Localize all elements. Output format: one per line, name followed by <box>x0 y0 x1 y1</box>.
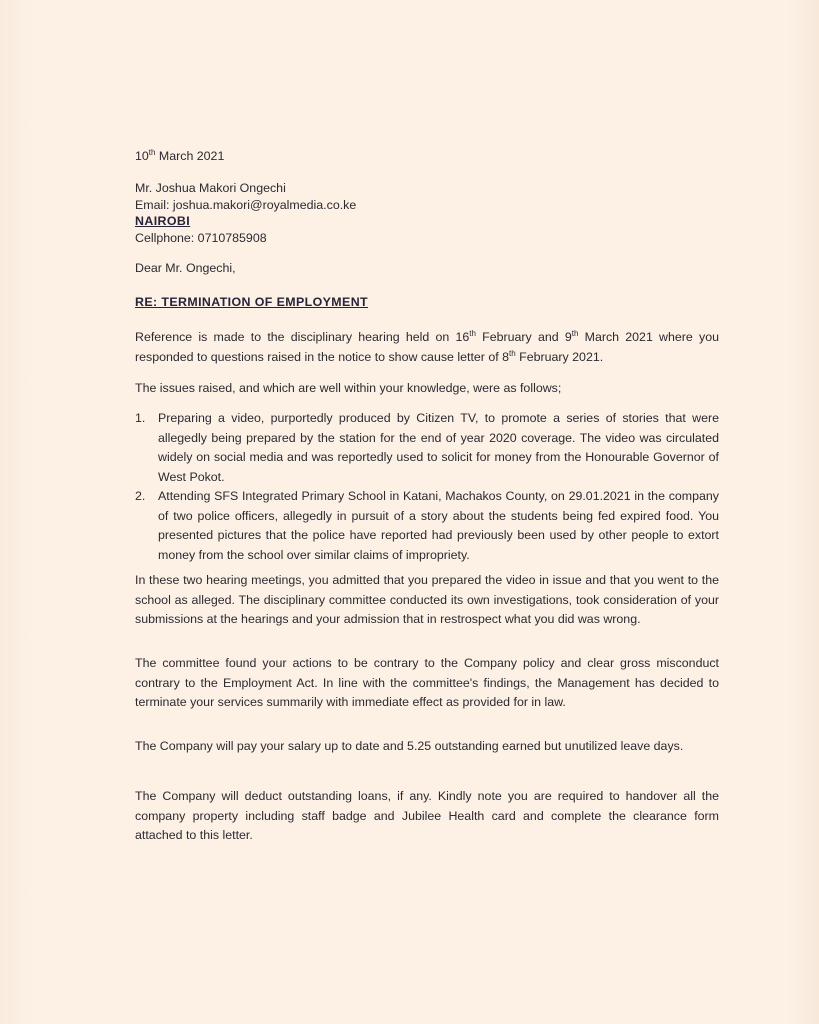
subject-line: RE: TERMINATION OF EMPLOYMENT <box>135 295 369 309</box>
issues-list <box>135 409 719 565</box>
recipient-name: Mr. Joshua Makori Ongechi <box>135 181 286 195</box>
paragraph-salary: The Company will pay your salary up to date and 5.25 outstanding earned but unutilized leave days. <box>135 739 684 753</box>
list-text: Preparing a video, purportedly produced by Citizen TV, to promote a series of stories that were allegedly being prepared by the station for the end of year 2020 coverage. The video was circulated widely on social media and was reportedly used to solicit for money from the Honourable Governor of West Pokot. <box>158 411 719 484</box>
date-rest: March 2021 <box>155 149 225 163</box>
paragraph-admission: In these two hearing meetings, you admitted that you prepared the video in issue and that you went to the school as alleged. The disciplinary committee conducted its own investigations, took consideration of your submissions at the hearings and your admission that in restrospect what you did was wrong. <box>135 573 719 626</box>
list-item <box>135 487 719 565</box>
recipient-block <box>135 180 719 246</box>
list-text: Attending SFS Integrated Primary School in Katani, Machakos County, on 29.01.2021 in the company of two police officers, allegedly in pursuit of a story about the students being fed expired food. You presented pictures that the police have reported had previously been used by other people to extort money from the school over similar claims of impropriety. <box>158 489 719 562</box>
paragraph-clearance: The Company will deduct outstanding loans, if any. Kindly note you are required to handover all the company property including staff badge and Jubilee Health card and complete the clearance form attached to this letter. <box>135 789 719 842</box>
paragraph-reference <box>135 328 719 367</box>
list-number: 1. <box>135 411 146 425</box>
date-suffix: th <box>148 148 156 157</box>
sup: th <box>571 329 579 338</box>
list-item <box>135 409 719 487</box>
letter-date <box>135 147 719 167</box>
text: February and 9 <box>475 330 572 344</box>
issues-intro: The issues raised, and which are well within your knowledge, were as follows; <box>135 381 562 395</box>
sup: th <box>469 329 476 338</box>
list-number: 2. <box>135 489 146 503</box>
text: February 2021. <box>515 349 604 364</box>
date-day: 10 <box>135 149 149 163</box>
recipient-email: Email: joshua.makori@royalmedia.co.ke <box>135 197 357 212</box>
paragraph-decision: The committee found your actions to be contrary to the Company policy and clear gross misconduct contrary to the Employment Act. In line with the committee's findings, the Management has decided to terminate your services summarily with immediate effect as provided for in law. <box>135 656 719 709</box>
text: March 2021 where you responded to questions raised in the notice to show cause letter of 8 <box>135 330 719 364</box>
recipient-phone: Cellphone: 0710785908 <box>135 230 267 245</box>
recipient-city: NAIROBI <box>135 214 191 228</box>
sup: th <box>509 348 516 358</box>
salutation: Dear Mr. Ongechi, <box>135 261 236 275</box>
text: Reference is made to the disciplinary hearing held on 16 <box>135 330 470 344</box>
